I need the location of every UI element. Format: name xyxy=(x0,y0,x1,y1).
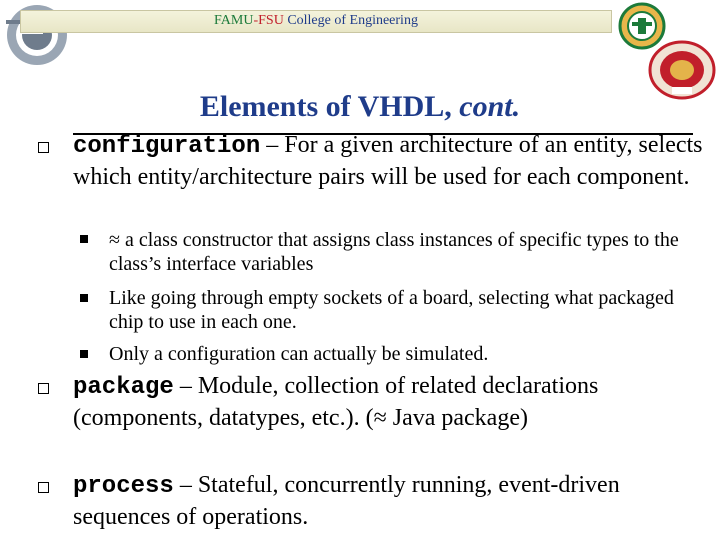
slide-title-main: Elements of VHDL, xyxy=(199,90,460,123)
header-fsu: FSU xyxy=(258,13,284,28)
filled-square-bullet-icon xyxy=(80,235,88,243)
keyword-process: process xyxy=(73,473,174,500)
subbullet-simulated: Only a configuration can actually be simulated. xyxy=(109,343,489,365)
keyword-configuration: configuration xyxy=(73,133,261,160)
bullet-package-text: – Module, collection of related declarations (components, datatypes, etc.). (≈ Java package) xyxy=(73,373,599,431)
bullet-process-text: – Stateful, concurrently running, event-driven sequences of operations. xyxy=(73,472,620,530)
bullet-configuration-text: – For a given architecture of an entity, selects which entity/architecture pairs will be used for each component. xyxy=(73,132,703,190)
bullet-process xyxy=(73,470,713,533)
header-college: College of Engineering xyxy=(283,13,418,28)
filled-square-bullet-icon xyxy=(80,294,88,302)
header-bar xyxy=(20,10,612,33)
hollow-square-bullet-icon xyxy=(38,142,49,153)
keyword-package: package xyxy=(73,374,174,401)
hollow-square-bullet-icon xyxy=(38,383,49,394)
header-title xyxy=(21,13,611,29)
subbullet-constructor: ≈ a class constructor that assigns class instances of specific types to the class’s interface variables xyxy=(109,229,679,275)
hollow-square-bullet-icon xyxy=(38,482,49,493)
header-famu: FAMU xyxy=(214,13,254,28)
filled-square-bullet-icon xyxy=(80,350,88,358)
bullet-configuration xyxy=(73,130,713,193)
slide-title-cont: cont. xyxy=(459,90,521,123)
bullet-package xyxy=(73,371,713,434)
slide-title xyxy=(0,90,720,124)
header-dash: - xyxy=(253,13,259,28)
subbullet-sockets: Like going through empty sockets of a board, selecting what packaged chip to use in each one. xyxy=(109,287,674,333)
